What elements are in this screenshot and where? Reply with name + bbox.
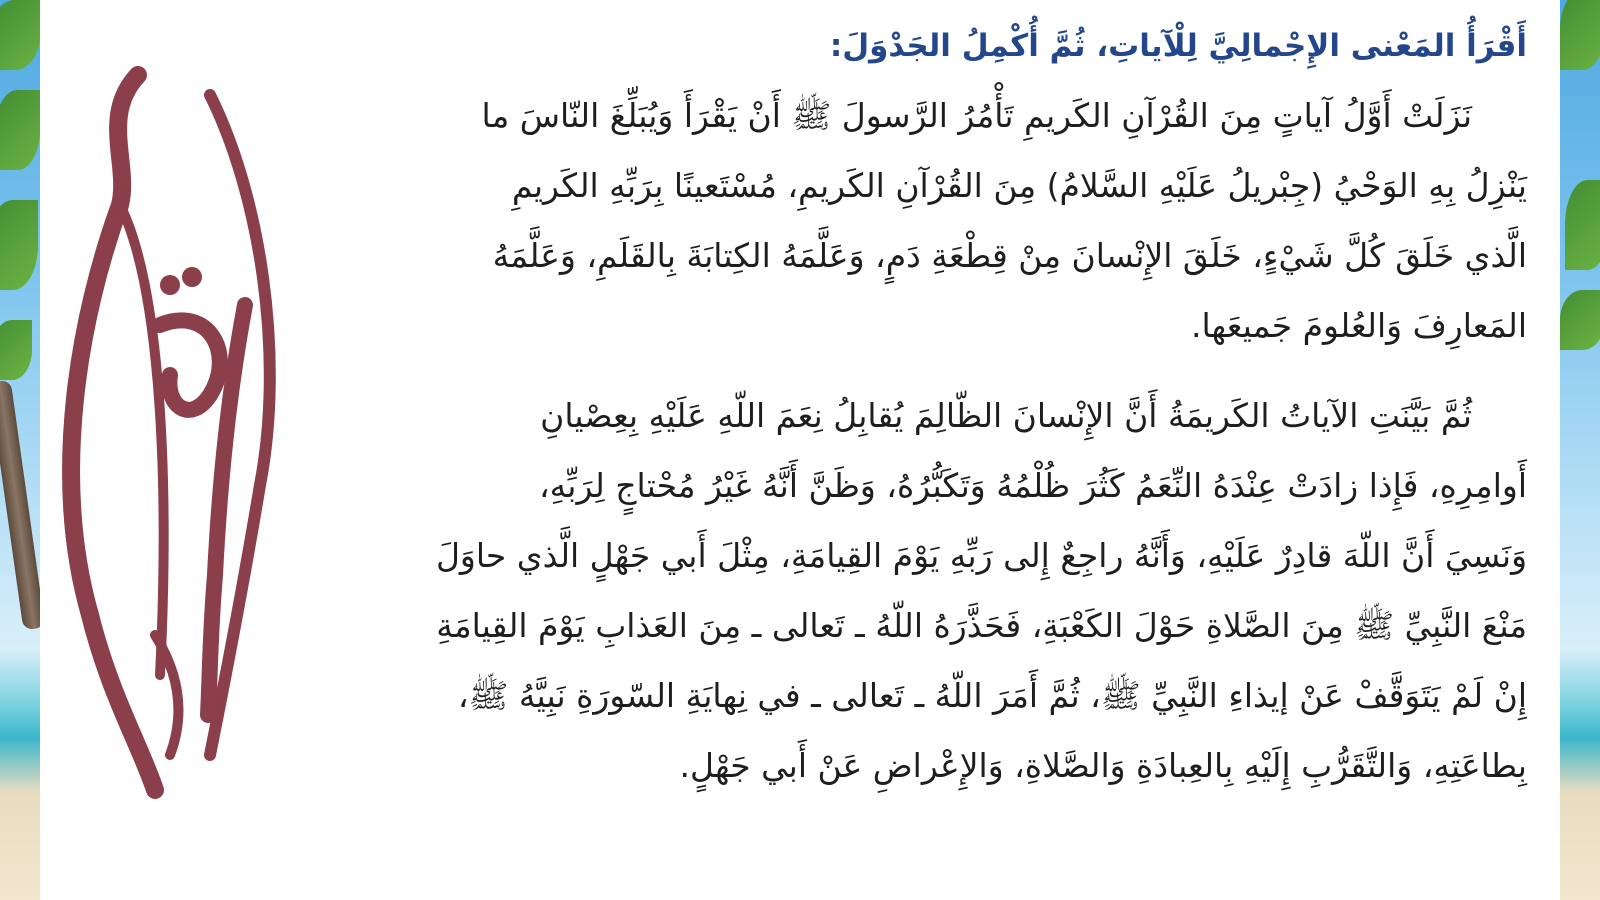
palm-leaf-icon: [1560, 290, 1600, 350]
right-beach-border: [1560, 0, 1600, 900]
paragraph-line: نَزَلَتْ أَوَّلُ آياتٍ مِنَ القُرْآنِ الكَريمِ تَأْمُرُ الرَّسولَ ﷺ أَنْ يَقْرَأَ وَيُبَلِّغَ النّاسَ ما: [481, 96, 1472, 135]
palm-leaf-icon: [1560, 0, 1600, 70]
paragraph-line: يَنْزِلُ بِهِ الوَحْيُ (جِبْريلُ عَلَيْهِ السَّلامُ) مِنَ القُرْآنِ الكَريمِ، مُسْتَعينًا بِرَبِّهِ الكَريمِ: [511, 166, 1527, 205]
paragraph-line: إِنْ لَمْ يَتَوَقَّفْ عَنْ إيذاءِ النَّبِيِّ ﷺ، ثُمَّ أَمَرَ اللّهُ ـ تَعالى ـ في نِهايَةِ السّورَةِ نَبِيَّهُ ﷺ،: [457, 676, 1527, 715]
paragraph-line: وَنَسِيَ أَنَّ اللّهَ قادِرٌ عَلَيْهِ، وَأَنَّهُ راجِعٌ إِلى رَبِّهِ يَوْمَ القِيامَةِ، مِثْلَ أَبي جَهْلٍ الَّذي حاوَلَ: [435, 536, 1527, 575]
sky-gradient: [1560, 0, 1600, 900]
paragraph-line: أَوامِرِهِ، فَإِذا زادَتْ عِنْدَهُ النِّعَمُ كَثُرَ ظُلْمُهُ وَتَكَبُّرُهُ، وَظَنَّ أَنَّهُ غَيْرُ مُحْتاجٍ لِرَبِّهِ،: [538, 466, 1527, 505]
paragraph-line: المَعارِفَ وَالعُلومَ جَميعَها.: [1191, 306, 1527, 345]
paragraph-line: مَنْعَ النَّبِيِّ ﷺ مِنَ الصَّلاةِ حَوْلَ الكَعْبَةِ، فَحَذَّرَهُ اللّهُ ـ تَعالى ـ مِنَ العَذابِ يَوْمَ القِيامَةِ: [436, 606, 1527, 645]
palm-leaf-icon: [1565, 180, 1600, 270]
paragraph-line: ثُمَّ بَيَّنَتِ الآياتُ الكَريمَةُ أَنَّ الإِنْسانَ الظّالِمَ يُقابِلُ نِعَمَ اللّهِ عَلَيْهِ بِعِصْيانِ: [540, 396, 1472, 435]
lesson-content: [255, 0, 1527, 900]
lesson-heading: أَقْرَأُ المَعْنى الإِجْمالِيَّ لِلْآياتِ، ثُمَّ أُكْمِلُ الجَدْوَلَ:: [829, 28, 1527, 64]
paragraph-line: الَّذي خَلَقَ كُلَّ شَيْءٍ، خَلَقَ الإِنْسانَ مِنْ قِطْعَةِ دَمٍ، وَعَلَّمَهُ الكِتابَةَ بِالقَلَمِ، وَعَلَّمَهُ: [492, 236, 1527, 275]
paragraph-line: بِطاعَتِهِ، وَالتَّقَرُّبِ إِلَيْهِ بِالعِبادَةِ وَالصَّلاةِ، وَالإِعْراضِ عَنْ أَبي جَهْلٍ.: [679, 746, 1527, 785]
left-beach-border: [0, 0, 40, 900]
